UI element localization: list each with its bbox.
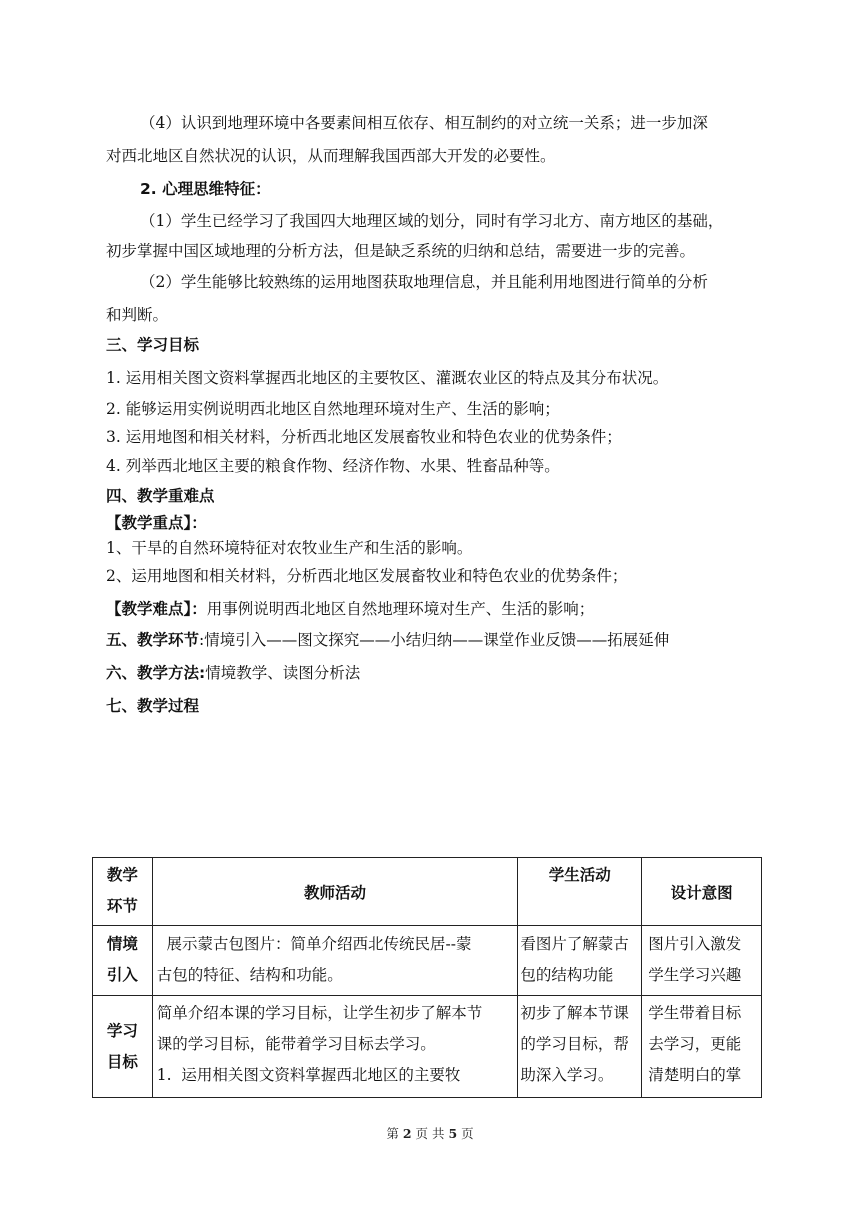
section-title-process: 七、教学过程: [106, 697, 200, 715]
intent-cell: 学生带着目标 去学习，更能 清楚明白的掌: [642, 996, 762, 1098]
key-item: 2、运用地图和相关材料，分析西北地区发展畜牧业和特色农业的优势条件；: [106, 567, 628, 585]
teacher-cell: 展示蒙古包图片：简单介绍西北传统民居--蒙 古包的特征、结构和功能。: [152, 926, 518, 996]
difficult-line: [106, 598, 594, 620]
steps-line: [106, 629, 669, 651]
stage-cell: 学习 目标: [93, 996, 153, 1098]
paragraph-line: （1）学生已经学习了我国四大地理区域的划分，同时有学习北方、南方地区的基础，: [140, 212, 724, 230]
goal-item: 1. 运用相关图文资料掌握西北地区的主要牧区、灌溉农业区的特点及其分布状况。: [106, 369, 669, 387]
steps-text: :情境引入——图文探究——小结归纳——课堂作业反馈——拓展延伸: [199, 631, 670, 649]
goal-item: 2. 能够运用实例说明西北地区自然地理环境对生产、生活的影响；: [106, 400, 560, 418]
section-title-steps: 五、教学环节: [106, 631, 200, 649]
section-title-methods: 六、教学方法:: [106, 664, 206, 682]
paragraph-line: 对西北地区自然状况的认识，从而理解我国西部大开发的必要性。: [106, 147, 556, 165]
page-number: 2: [402, 1126, 412, 1141]
goal-item: 4. 列举西北地区主要的粮食作物、经济作物、水果、牲畜品种等。: [106, 457, 560, 475]
teaching-process-table: [92, 857, 762, 1098]
key-label: 【教学重点】：: [106, 514, 207, 532]
page-total: 5: [448, 1126, 458, 1141]
methods-text: 情境教学、读图分析法: [205, 664, 361, 682]
paragraph-line: （2）学生能够比较熟练的运用地图获取地理信息，并且能利用地图进行简单的分析: [140, 273, 708, 291]
paragraph-line: 初步掌握中国区域地理的分析方法，但是缺乏系统的归纳和总结，需要进一步的完善。: [106, 242, 696, 260]
paragraph-line: 和判断。: [106, 306, 169, 324]
difficult-label: 【教学难点】：: [106, 600, 207, 618]
header-teacher: 教师活动: [152, 858, 518, 926]
methods-line: [106, 662, 360, 684]
header-stage: 教学 环节: [93, 858, 153, 926]
subheading-thinking: 2. 心理思维特征：: [140, 180, 271, 198]
key-item: 1、干旱的自然环境特征对农牧业生产和生活的影响。: [106, 539, 473, 557]
page-footer: 第 2 页 共 5 页: [386, 1126, 474, 1141]
intent-cell: 图片引入激发 学生学习兴趣: [642, 926, 762, 996]
section-title-goals: 三、学习目标: [106, 336, 200, 354]
student-cell: 初步了解本节课 的学习目标，帮 助深入学习。: [518, 996, 642, 1098]
teacher-cell: 简单介绍本课的学习目标，让学生初步了解本节 课的学习目标，能带着学习目标去学习。 1. 运用相关图文资料掌握西北地区的主要牧: [152, 996, 518, 1098]
difficult-text: 用事例说明西北地区自然地理环境对生产、生活的影响；: [206, 600, 595, 618]
table-header-row: [93, 858, 762, 926]
goal-item: 3. 运用地图和相关材料，分析西北地区发展畜牧业和特色农业的优势条件；: [106, 428, 622, 446]
paragraph-line: （4）认识到地理环境中各要素间相互依存、相互制约的对立统一关系；进一步加深: [140, 114, 708, 132]
stage-cell: 情境 引入: [93, 926, 153, 996]
header-student: 学生活动: [518, 858, 642, 926]
header-intent: 设计意图: [642, 858, 762, 926]
section-title-key: 四、教学重难点: [106, 487, 215, 505]
table-row: [93, 926, 762, 996]
table-row: [93, 996, 762, 1098]
student-cell: 看图片了解蒙古 包的结构功能: [518, 926, 642, 996]
